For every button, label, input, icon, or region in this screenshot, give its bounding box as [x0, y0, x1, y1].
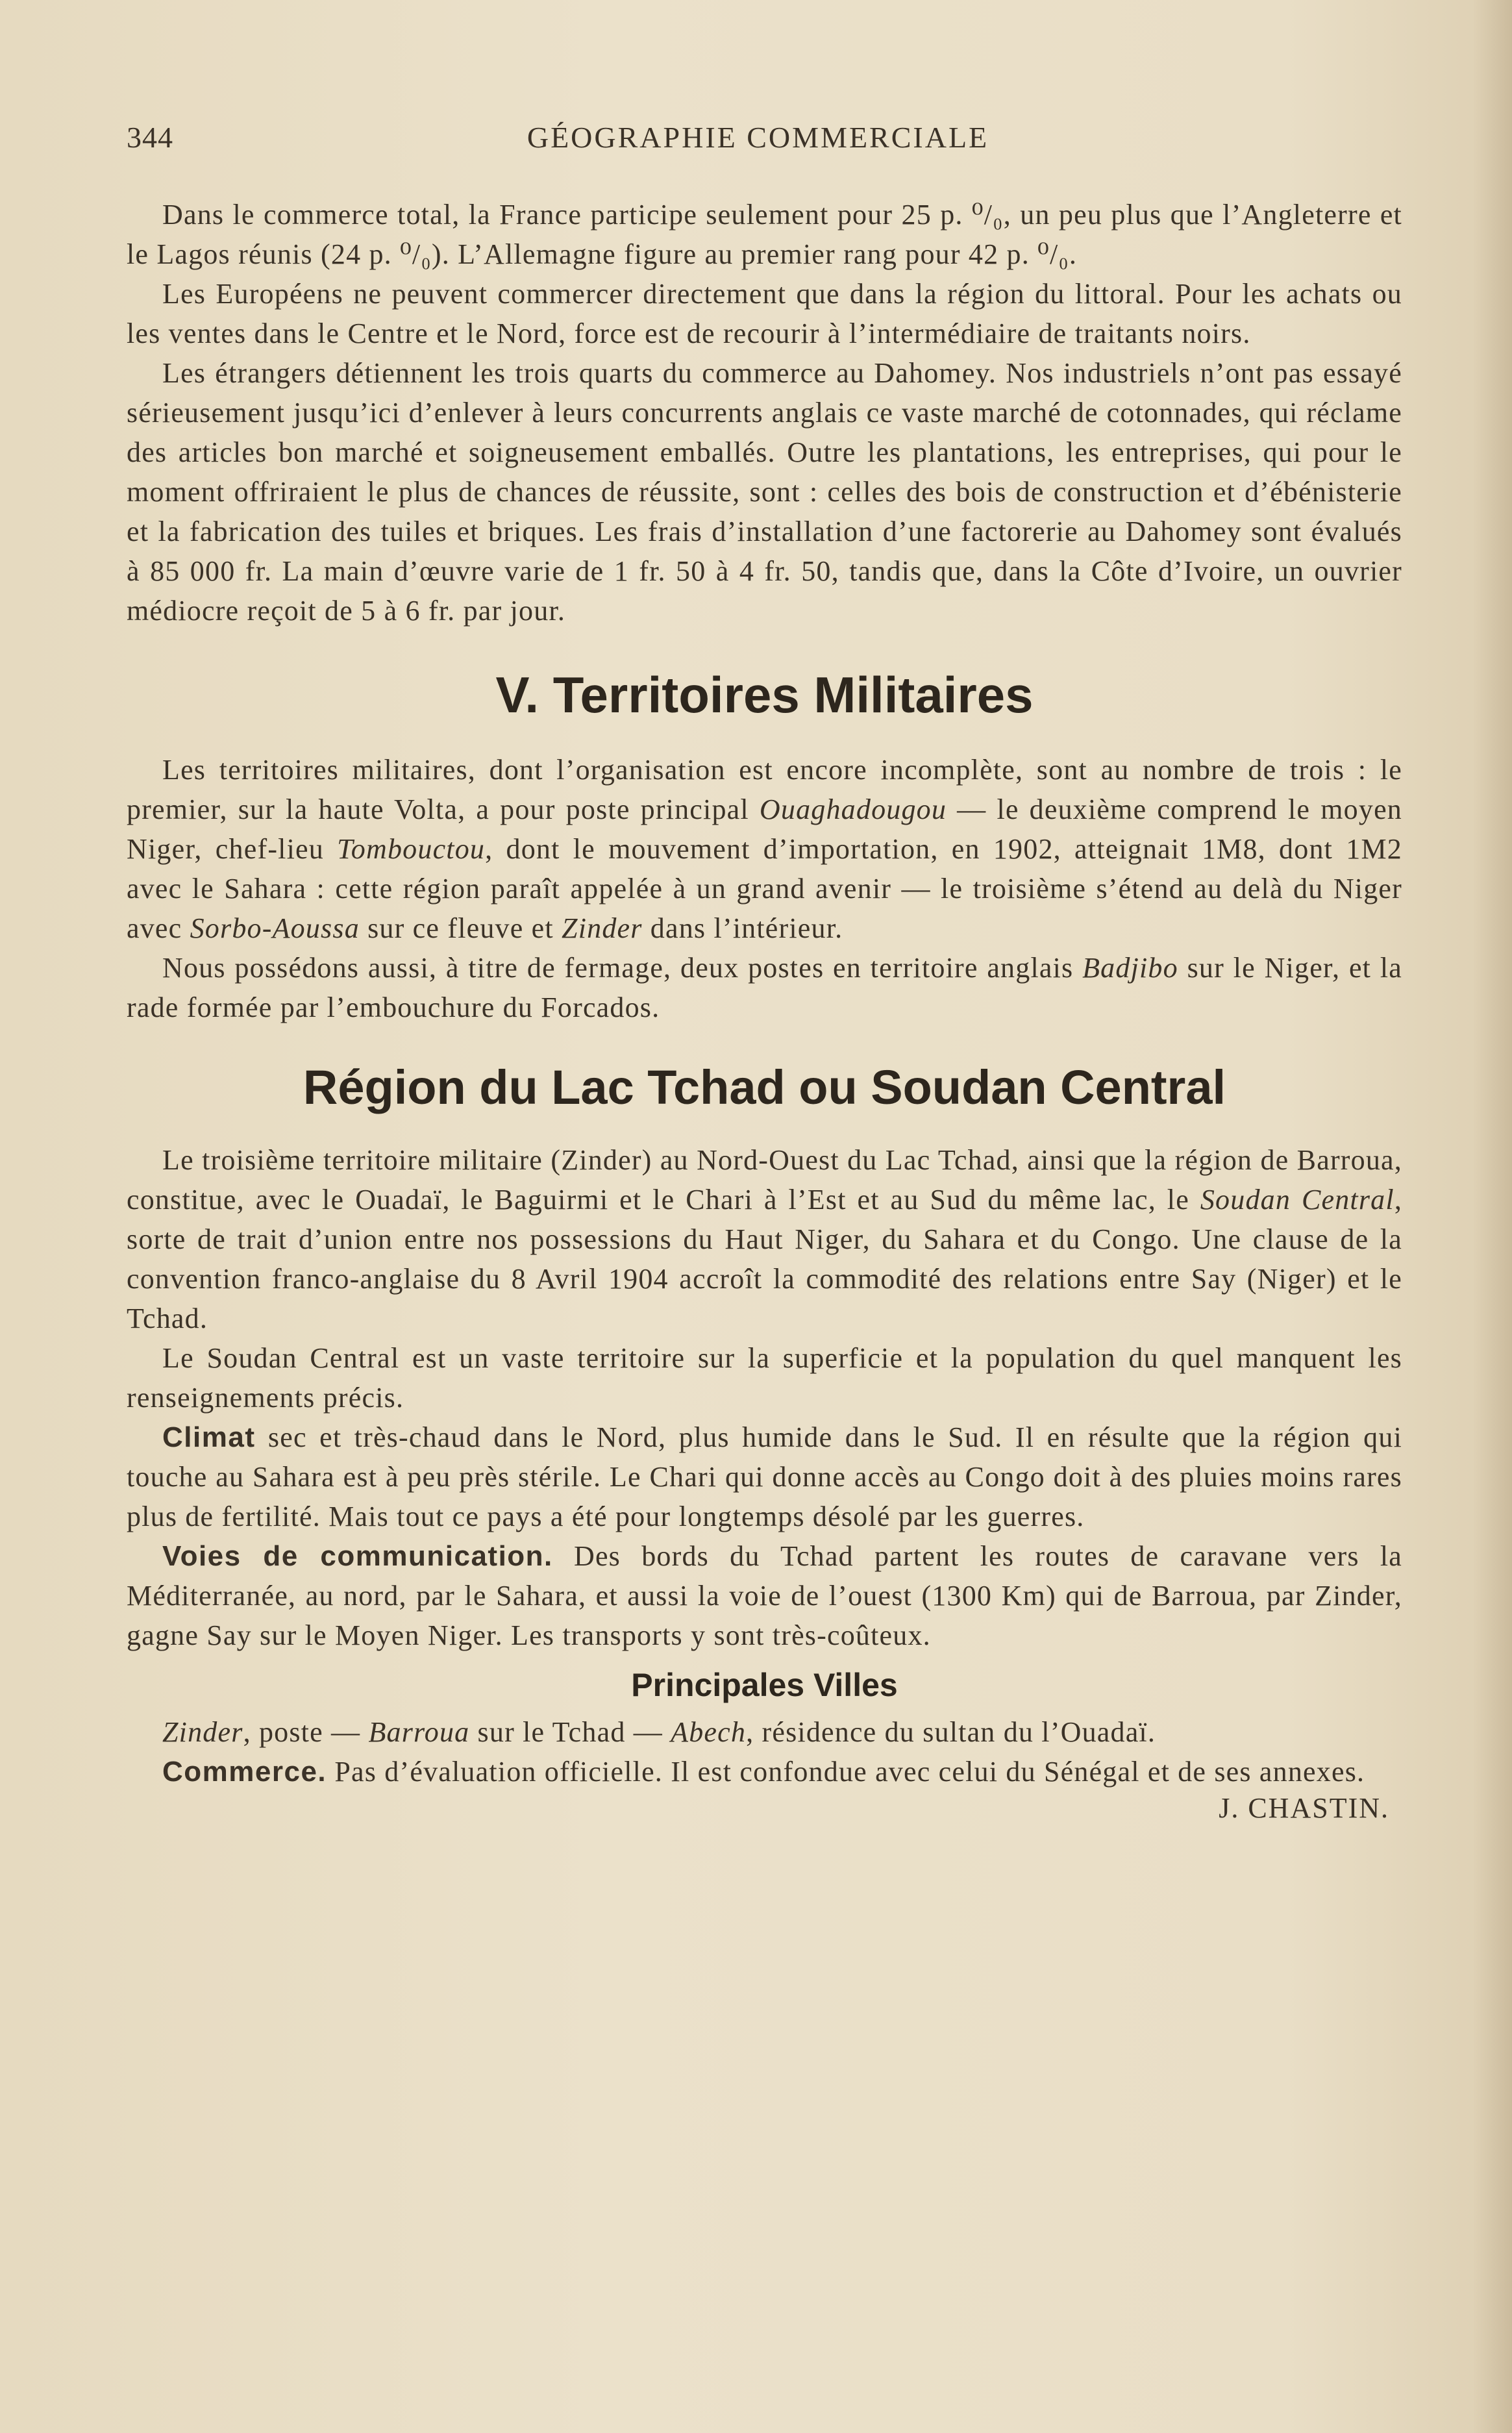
- section-title-territoires-militaires: V. Territoires Militaires: [495, 666, 1034, 723]
- text-run: .: [1069, 238, 1078, 270]
- section-title-principales-villes: Principales Villes: [631, 1667, 898, 1703]
- paragraph-fermage: [127, 948, 1402, 1027]
- place-name: Abech: [671, 1716, 747, 1748]
- section-title-lac-tchad: Région du Lac Tchad ou Soudan Central: [303, 1060, 1226, 1114]
- place-name: Barroua: [368, 1716, 470, 1748]
- text-run: sur le Tchad —: [469, 1716, 671, 1748]
- paragraph-troisieme-territoire: [127, 1140, 1402, 1338]
- run-in-heading-climat: Climat: [162, 1421, 256, 1453]
- page-body: [127, 195, 1402, 1825]
- paragraph-voies-communication: [127, 1536, 1402, 1655]
- text-run: Des bords du Tchad partent les routes de caravane vers la Méditerranée, au nord, par le Sahara, et aussi la voie de l’ouest (1300 Km) qui de Barroua, par Zinder, gagne Say sur le Moyen Niger. Les transports y sont très-coûteux.: [127, 1540, 1402, 1651]
- run-in-heading-commerce: Commerce.: [162, 1756, 327, 1788]
- text-run: Pas d’évaluation officielle. Il est confondue avec celui du Sénégal et de ses annexes.: [327, 1756, 1365, 1788]
- running-title: GÉOGRAPHIE COMMERCIALE: [527, 121, 989, 154]
- text-run: , sorte de trait d’union entre nos possessions du Haut Niger, du Sahara et du Congo. Une clause de la convention franco-anglaise du 8 Avril 1904 accroît la commodité des relations entre Say (Niger) et le Tchad.: [127, 1184, 1403, 1334]
- text-run: sur le Niger, et la rade formée par l’embouchure du Forcados.: [127, 952, 1402, 1023]
- place-name: Zinder: [162, 1716, 243, 1748]
- text-run: Nous possédons aussi, à titre de fermage, deux postes en territoire anglais: [162, 952, 1083, 984]
- paragraph-etrangers: Les étrangers détiennent les trois quarts du commerce au Dahomey. Nos industriels n’ont pas essayé sérieusement jusqu’ici d’enlever à leurs concurrents anglais ce vaste marché de cotonnades, qui réclame des articles bon marché et soigneusement emballés. Outre les plantations, les entreprises, qui pour le moment offriraient le plus de chances de réussite, sont : celles des bois de construction et d’ébénisterie et la fabrication des tuiles et briques. Les frais d’installation d’une factorerie au Dahomey sont évalués à 85 000 fr. La main d’œuvre varie de 1 fr. 50 à 4 fr. 50, tandis que, dans la Côte d’Ivoire, un ouvrier médiocre reçoit de 5 à 6 fr. par jour.: [127, 357, 1402, 627]
- page-header: [127, 120, 1389, 159]
- place-name: Zinder: [562, 912, 643, 944]
- text-run: Dans le commerce total, la France participe seulement pour 25 p.: [162, 199, 972, 231]
- place-name: Badjibo: [1082, 952, 1178, 984]
- page-edge-shadow: [1473, 0, 1512, 2433]
- paragraph-commerce: [127, 1752, 1402, 1791]
- place-name: Soudan Central: [1200, 1184, 1394, 1216]
- text-run: Le troisième territoire militaire (Zinder) au Nord-Ouest du Lac Tchad, ainsi que la région de Barroua, constitue, avec le Ouadaï, le Baguirmi et le Chari à l’Est et au Sud du même lac, le: [127, 1144, 1402, 1216]
- run-in-heading-voies: Voies de communication.: [162, 1540, 553, 1572]
- text-run: sec et très-chaud dans le Nord, plus humide dans le Sud. Il en résulte que la région qui touche au Sahara est à peu près stérile. Le Chari qui donne accès au Congo doit à des pluies moins rares plus de fertilité. Mais tout ce pays a été pour longtemps désolé par les guerres.: [127, 1421, 1402, 1532]
- text-run: , un peu plus que l’Angleterre et le Lagos réunis (24 p.: [127, 199, 1402, 270]
- paragraph-principales-villes: [127, 1712, 1402, 1752]
- text-run: sur ce fleuve et: [359, 912, 562, 944]
- percent-sign: ⁰/₀: [971, 199, 1004, 231]
- text-run: , dont le mouvement d’importation, en 1902, atteignait 1M8, dont 1M2 avec le Sahara : cette région paraît appelée à un grand avenir — le troisième s’étend au delà du Niger avec: [127, 833, 1402, 944]
- paragraph-dahomey-trade-share: [127, 195, 1402, 274]
- paragraph-territoires-militaires: [127, 750, 1402, 948]
- text-run: , résidence du sultan du l’Ouadaï.: [746, 1716, 1156, 1748]
- author-signature: J. CHASTIN.: [1219, 1792, 1389, 1824]
- place-name: Tombouctou: [337, 833, 486, 865]
- paragraph-climat: [127, 1417, 1402, 1536]
- paragraph-europeens: Les Européens ne peuvent commercer directement que dans la région du littoral. Pour les achats ou les ventes dans le Centre et le Nord, force est de recourir à l’intermédiaire de traitants noirs.: [127, 278, 1402, 349]
- text-run: ). L’Allemagne figure au premier rang pour 42 p.: [431, 238, 1038, 270]
- text-run: Les territoires militaires, dont l’organisation est encore incomplète, sont au nombre de trois : le premier, sur la haute Volta, a pour poste principal: [127, 754, 1402, 825]
- place-name: Ouaghadougou: [759, 793, 947, 825]
- place-name: Sorbo-Aoussa: [190, 912, 360, 944]
- text-run: dans l’intérieur.: [642, 912, 843, 944]
- text-run: — le deuxième comprend le moyen Niger, chef-lieu: [127, 793, 1402, 865]
- percent-sign: ⁰/₀: [400, 238, 432, 270]
- paragraph-soudan-central: Le Soudan Central est un vaste territoire sur la superficie et la population du quel manquent les renseignements précis.: [127, 1342, 1402, 1414]
- percent-sign: ⁰/₀: [1037, 238, 1069, 270]
- text-run: , poste —: [243, 1716, 369, 1748]
- page-number: 344: [127, 121, 173, 154]
